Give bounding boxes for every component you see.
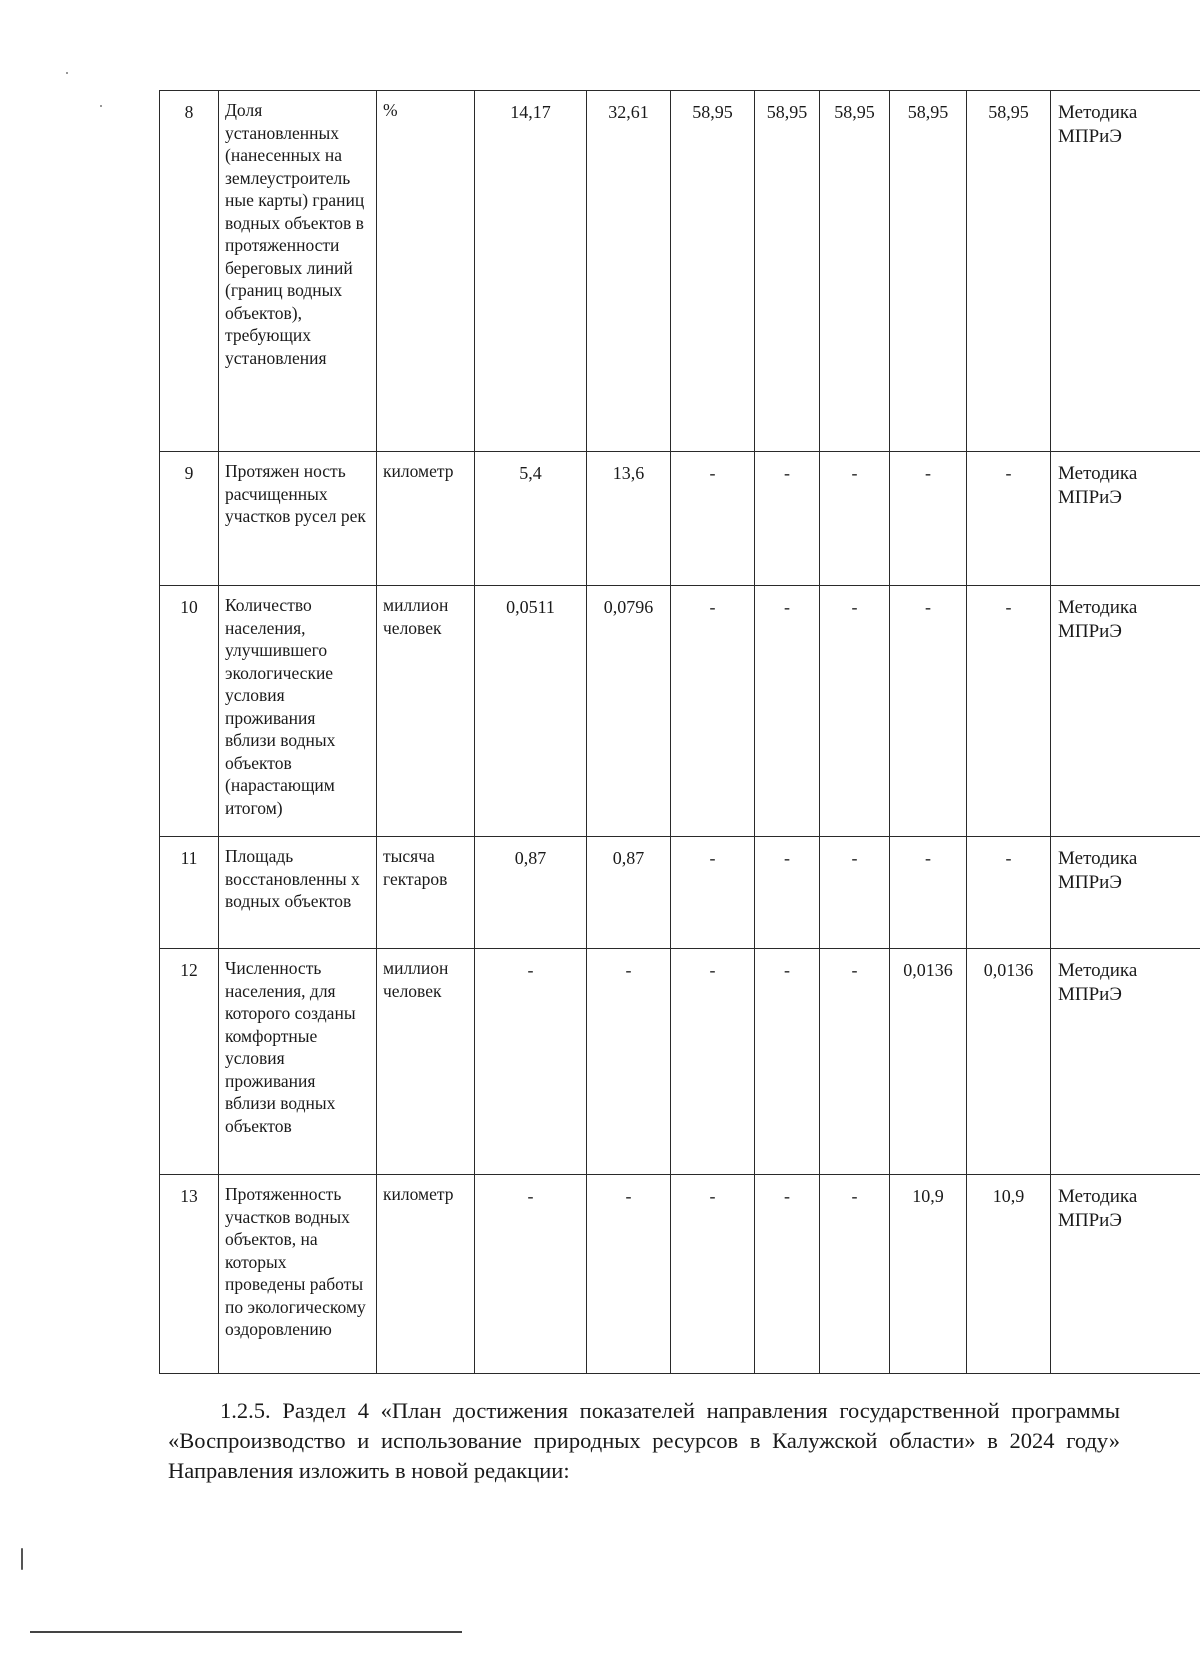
- value-cell: 32,61: [587, 91, 671, 452]
- value-cell: -: [820, 949, 890, 1175]
- unit-cell: %: [377, 91, 475, 452]
- value-cell: 0,87: [587, 837, 671, 949]
- value-cell: -: [671, 586, 755, 837]
- table-row: [160, 91, 1200, 452]
- indicator-name: Доля установленных (нанесенных на землеустроитель ные карты) границ водных объектов в протяженности береговых линий (границ водных объектов), требующих установления: [219, 91, 377, 452]
- value-cell: 0,87: [475, 837, 587, 949]
- row-number: 9: [160, 452, 219, 586]
- value-cell: 13,6: [587, 452, 671, 586]
- value-cell: -: [671, 837, 755, 949]
- value-cell: 14,17: [475, 91, 587, 452]
- indicators-table: [159, 90, 1200, 1374]
- value-cell: 58,95: [820, 91, 890, 452]
- method-cell: Методика МПРиЭ: [1051, 1175, 1200, 1374]
- value-cell: -: [587, 949, 671, 1175]
- unit-cell: миллион человек: [377, 949, 475, 1175]
- value-cell: 10,9: [967, 1175, 1051, 1374]
- value-cell: -: [967, 452, 1051, 586]
- value-cell: -: [671, 452, 755, 586]
- unit-cell: километр: [377, 452, 475, 586]
- value-cell: 0,0796: [587, 586, 671, 837]
- table-row: [160, 1175, 1200, 1374]
- footnote-separator: [30, 1631, 462, 1633]
- value-cell: -: [475, 1175, 587, 1374]
- unit-cell: километр: [377, 1175, 475, 1374]
- value-cell: -: [671, 1175, 755, 1374]
- value-cell: -: [671, 949, 755, 1175]
- value-cell: -: [890, 586, 967, 837]
- scan-mark: [21, 1548, 23, 1570]
- row-number: 10: [160, 586, 219, 837]
- value-cell: 58,95: [967, 91, 1051, 452]
- value-cell: -: [475, 949, 587, 1175]
- value-cell: 0,0136: [967, 949, 1051, 1175]
- method-cell: Методика МПРиЭ: [1051, 452, 1200, 586]
- value-cell: -: [755, 949, 820, 1175]
- value-cell: 5,4: [475, 452, 587, 586]
- unit-cell: тысяча гектаров: [377, 837, 475, 949]
- value-cell: -: [820, 1175, 890, 1374]
- value-cell: -: [755, 452, 820, 586]
- row-number: 11: [160, 837, 219, 949]
- table-row: [160, 949, 1200, 1175]
- method-cell: Методика МПРиЭ: [1051, 949, 1200, 1175]
- value-cell: 58,95: [755, 91, 820, 452]
- value-cell: -: [890, 452, 967, 586]
- value-cell: 58,95: [890, 91, 967, 452]
- value-cell: -: [820, 586, 890, 837]
- value-cell: -: [755, 837, 820, 949]
- table-row: [160, 586, 1200, 837]
- method-cell: Методика МПРиЭ: [1051, 837, 1200, 949]
- scan-speck: [66, 72, 68, 74]
- value-cell: -: [820, 452, 890, 586]
- value-cell: -: [755, 586, 820, 837]
- value-cell: -: [755, 1175, 820, 1374]
- method-cell: Методика МПРиЭ: [1051, 586, 1200, 837]
- value-cell: 0,0136: [890, 949, 967, 1175]
- indicator-name: Площадь восстановленны х водных объектов: [219, 837, 377, 949]
- value-cell: 10,9: [890, 1175, 967, 1374]
- value-cell: -: [967, 586, 1051, 837]
- value-cell: -: [820, 837, 890, 949]
- method-cell: Методика МПРиЭ: [1051, 91, 1200, 452]
- amendment-paragraph: 1.2.5. Раздел 4 «План достижения показателей направления государственной программы «Воспроизводство и использование природных ресурсов в Калужской области» в 2024 году» Направления изложить в новой редакции:: [168, 1398, 1120, 1483]
- value-cell: 58,95: [671, 91, 755, 452]
- indicator-name: Протяженность участков водных объектов, на которых проведены работы по экологическому оздоровлению: [219, 1175, 377, 1374]
- row-number: 12: [160, 949, 219, 1175]
- table-row: [160, 837, 1200, 949]
- value-cell: 0,0511: [475, 586, 587, 837]
- row-number: 8: [160, 91, 219, 452]
- table-row: [160, 452, 1200, 586]
- indicator-name: Количество населения, улучшившего экологические условия проживания вблизи водных объектов (нарастающим итогом): [219, 586, 377, 837]
- unit-cell: миллион человек: [377, 586, 475, 837]
- value-cell: -: [587, 1175, 671, 1374]
- indicator-name: Протяжен ность расчищенных участков русел рек: [219, 452, 377, 586]
- indicator-name: Численность населения, для которого созданы комфортные условия проживания вблизи водных объектов: [219, 949, 377, 1175]
- scan-speck: [100, 105, 102, 107]
- value-cell: -: [890, 837, 967, 949]
- row-number: 13: [160, 1175, 219, 1374]
- value-cell: -: [967, 837, 1051, 949]
